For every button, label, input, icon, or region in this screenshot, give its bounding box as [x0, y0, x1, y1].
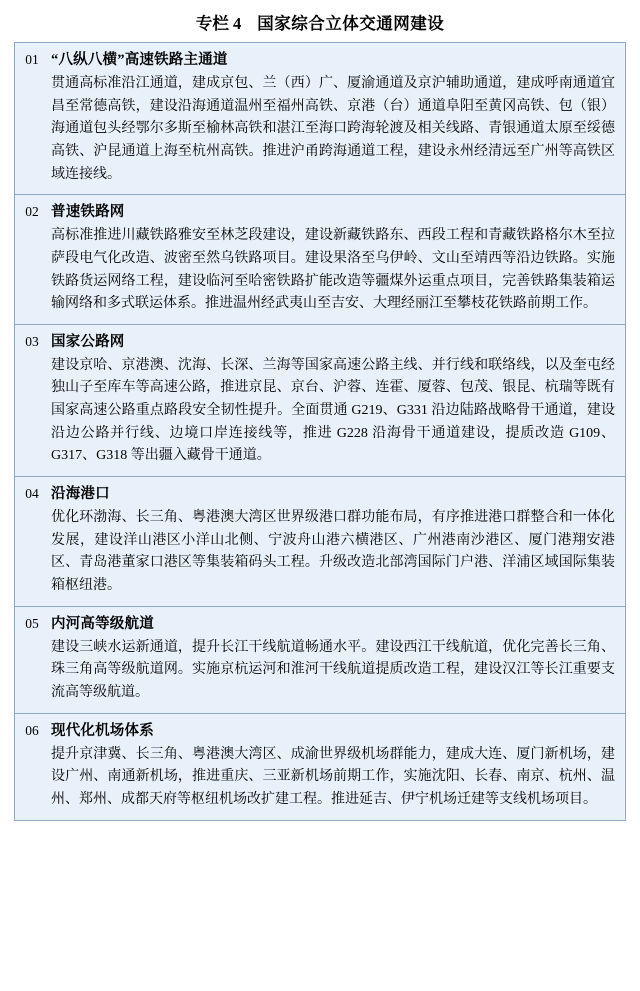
- row-content: [49, 477, 626, 607]
- table-row: [15, 713, 626, 820]
- row-number: 01: [25, 52, 39, 67]
- row-number: 05: [25, 615, 39, 631]
- row-body: 建设京哈、京港澳、沈海、长深、兰海等国家高速公路主线、并行线和联络线，以及奎屯经独山子至库车等高速公路，推进京昆、京台、沪蓉、连霍、厦蓉、包茂、银昆、杭瑞等既有国家高速公路重点路段安全韧性提升。全面贯通 G219、G331 沿边陆路战略骨干通道，建设沿边公路并行线、边境口岸连接线等，推进 G228 沿海骨干通道建设，提质改造 G109、G317、G318 等出疆入藏骨干通道。: [51, 357, 615, 464]
- row-body: 建设三峡水运新通道，提升长江干线航道畅通水平。建设西江干线航道，优化完善长三角、珠三角高等级航道网。实施京杭运河和淮河干线航道提质改造工程，建设汉江等长江重要支流高等级航道。: [51, 639, 615, 700]
- row-content: [49, 195, 626, 325]
- row-body: 高标准推进川藏铁路雅安至林芝段建设，建设新藏铁路东、西段工程和青藏铁路格尔木至拉萨段电气化改造、波密至然乌铁路项目。建设果洛至乌伊岭、文山至靖西等沿边铁路。实施铁路货运网络工程，建设临河至哈密铁路扩能改造等疆煤外运重点项目，完善铁路集装箱运输网络和多式联运体系。推进温州经武夷山至吉安、大理经丽江至攀枝花铁路前期工作。: [51, 228, 615, 312]
- row-number: 03: [25, 333, 39, 349]
- row-body: 优化环渤海、长三角、粤港澳大湾区世界级港口群功能布局，有序推进港口群整合和一体化发展，建设洋山港区小洋山北侧、宁波舟山港六横港区、广州港南沙港区、厦门港翔安港区、青岛港董家口港区等集装箱码头工程。升级改造北部湾国际门户港、洋浦区域国际集装箱枢纽港。: [51, 510, 615, 594]
- row-title: 普速铁路网: [51, 204, 125, 221]
- table-row: [15, 606, 626, 713]
- row-number: 02: [25, 204, 39, 220]
- row-body: 提升京津冀、长三角、粤港澳大湾区、成渝世界级机场群能力，建成大连、厦门新机场，建设广州、南通新机场，推进重庆、三亚新机场前期工作，实施沈阳、长春、南京、杭州、温州、郑州、成都天府等枢纽机场改扩建工程。推进延吉、伊宁机场迁建等支线机场项目。: [51, 746, 615, 807]
- table-row: [15, 195, 626, 325]
- row-title: 现代化机场体系: [51, 722, 154, 739]
- table-row: [15, 324, 626, 476]
- row-title: “八纵八横”高速铁路主通道: [51, 52, 228, 68]
- row-title: 内河高等级航道: [51, 615, 154, 632]
- row-content: [49, 713, 626, 820]
- projects-table: [14, 42, 626, 821]
- table-row: [15, 43, 626, 195]
- page-title: [0, 0, 640, 42]
- box-title-text: 国家综合立体交通网建设: [257, 14, 445, 33]
- row-title: 国家公路网: [51, 333, 125, 350]
- row-body: 贯通高标准沿江通道，建成京包、兰（西）广、厦渝通道及京沪辅助通道，建成呼南通道宜昌至常德高铁，建设沿海通道温州至福州高铁、京港（台）通道阜阳至黄冈高铁、包（银）海通道包头经鄂尔多斯至榆林高铁和湛江至海口跨海轮渡及相关线路、青银通道太原至绥德高铁、沪昆通道上海至杭州高铁。推进沪甬跨海通道工程，建设永州经清远至广州等高铁区域连接线。: [51, 75, 615, 182]
- row-content: [49, 606, 626, 713]
- row-number: 06: [25, 722, 39, 738]
- row-content: [49, 324, 626, 476]
- row-title: 沿海港口: [51, 486, 110, 503]
- table-row: [15, 477, 626, 607]
- row-content: [49, 43, 626, 195]
- row-number: 04: [25, 486, 39, 502]
- box-label: 专栏 4: [195, 14, 242, 33]
